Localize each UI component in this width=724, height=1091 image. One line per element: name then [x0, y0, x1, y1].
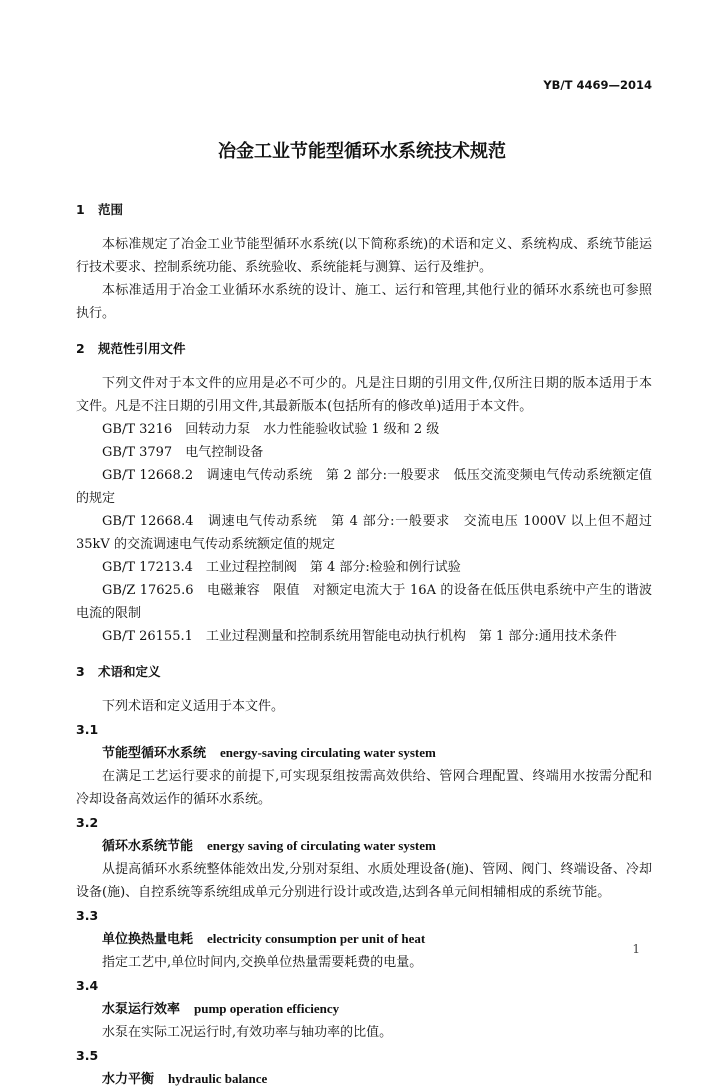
reference-item: GB/T 12668.2 调速电气传动系统 第 2 部分:一般要求 低压交流变频电气传动系统额定值的规定 [76, 468, 652, 506]
term-number: 3.1 [76, 722, 99, 737]
term-number: 3.5 [76, 1048, 99, 1063]
term-name-zh: 循环水系统节能 [102, 839, 194, 854]
term-entry [76, 904, 652, 974]
term-name-zh: 水泵运行效率 [102, 1002, 181, 1017]
term-name-zh: 水力平衡 [102, 1072, 155, 1087]
term-number: 3.3 [76, 908, 99, 923]
section-scope-body [76, 233, 652, 325]
section-title: 术语和定义 [98, 664, 161, 679]
term-number: 3.4 [76, 978, 99, 993]
term-entry [76, 718, 652, 811]
term-entry [76, 974, 652, 1044]
term-name [76, 741, 652, 765]
term-entry [76, 1044, 652, 1091]
term-name [76, 1067, 652, 1091]
term-name-en: energy-saving circulating water system [220, 745, 436, 760]
document-title: 冶金工业节能型循环水系统技术规范 [218, 141, 506, 162]
term-definition: 指定工艺中,单位时间内,交换单位热量需要耗费的电量。 [102, 955, 423, 970]
paragraph: 本标准规定了冶金工业节能型循环水系统(以下简称系统)的术语和定义、系统构成、系统节能运行技术要求、控制系统功能、系统验收、系统能耗与测算、运行及维护。 [76, 237, 652, 275]
term-name-en: hydraulic balance [168, 1071, 268, 1086]
document-code: YB/T 4469—2014 [543, 78, 652, 92]
section-number: 2 [76, 341, 85, 356]
reference-item: GB/Z 17625.6 电磁兼容 限值 对额定电流大于 16A 的设备在低压供电系统中产生的谐波电流的限制 [76, 583, 652, 621]
term-name [76, 997, 652, 1021]
terms-list [76, 695, 652, 1091]
reference-item: GB/T 3216 回转动力泵 水力性能验收试验 1 级和 2 级 [102, 422, 440, 437]
term-definition: 在满足工艺运行要求的前提下,可实现泵组按需高效供给、管网合理配置、终端用水按需分配和冷却设备高效运作的循环水系统。 [76, 769, 652, 807]
term-name-zh: 节能型循环水系统 [102, 746, 207, 761]
document-body [76, 198, 652, 1091]
section-heading-terms-and-definitions [76, 660, 652, 683]
reference-item: GB/T 12668.4 调速电气传动系统 第 4 部分:一般要求 交流电压 1000V 以上但不超过 35kV 的交流调速电气传动系统额定值的规定 [76, 514, 652, 552]
page-number: 1 [632, 942, 640, 956]
section-number: 3 [76, 664, 85, 679]
paragraph: 本标准适用于冶金工业循环水系统的设计、施工、运行和管理,其他行业的循环水系统也可参照执行。 [76, 283, 652, 321]
term-number: 3.2 [76, 815, 99, 830]
term-name-zh: 单位换热量电耗 [102, 932, 194, 947]
reference-item: GB/T 3797 电气控制设备 [102, 445, 264, 460]
reference-item: GB/T 17213.4 工业过程控制阀 第 4 部分:检验和例行试验 [102, 560, 461, 575]
section-title: 范围 [98, 202, 124, 217]
section-heading-normative-references [76, 337, 652, 360]
term-name-en: energy saving of circulating water system [207, 838, 436, 853]
term-name [76, 834, 652, 858]
paragraph: 下列文件对于本文件的应用是必不可少的。凡是注日期的引用文件,仅所注日期的版本适用于本文件。凡是不注日期的引用文件,其最新版本(包括所有的修改单)适用于本文件。 [76, 376, 652, 414]
term-definition: 水泵在实际工况运行时,有效功率与轴功率的比值。 [102, 1025, 393, 1040]
paragraph: 下列术语和定义适用于本文件。 [102, 699, 285, 714]
term-name-en: pump operation efficiency [194, 1001, 340, 1016]
reference-item: GB/T 26155.1 工业过程测量和控制系统用智能电动执行机构 第 1 部分:通用技术条件 [102, 629, 617, 644]
term-entry [76, 811, 652, 904]
term-name [76, 927, 652, 951]
section-title: 规范性引用文件 [98, 341, 186, 356]
term-definition: 从提高循环水系统整体能效出发,分别对泵组、水质处理设备(施)、管网、阀门、终端设备、冷却设备(施)、自控系统等系统组成单元分别进行设计或改造,达到各单元间相辅相成的系统节能。 [76, 862, 652, 900]
reference-list [76, 372, 652, 648]
term-name-en: electricity consumption per unit of heat [207, 931, 426, 946]
section-number: 1 [76, 202, 85, 217]
section-heading-scope [76, 198, 652, 221]
